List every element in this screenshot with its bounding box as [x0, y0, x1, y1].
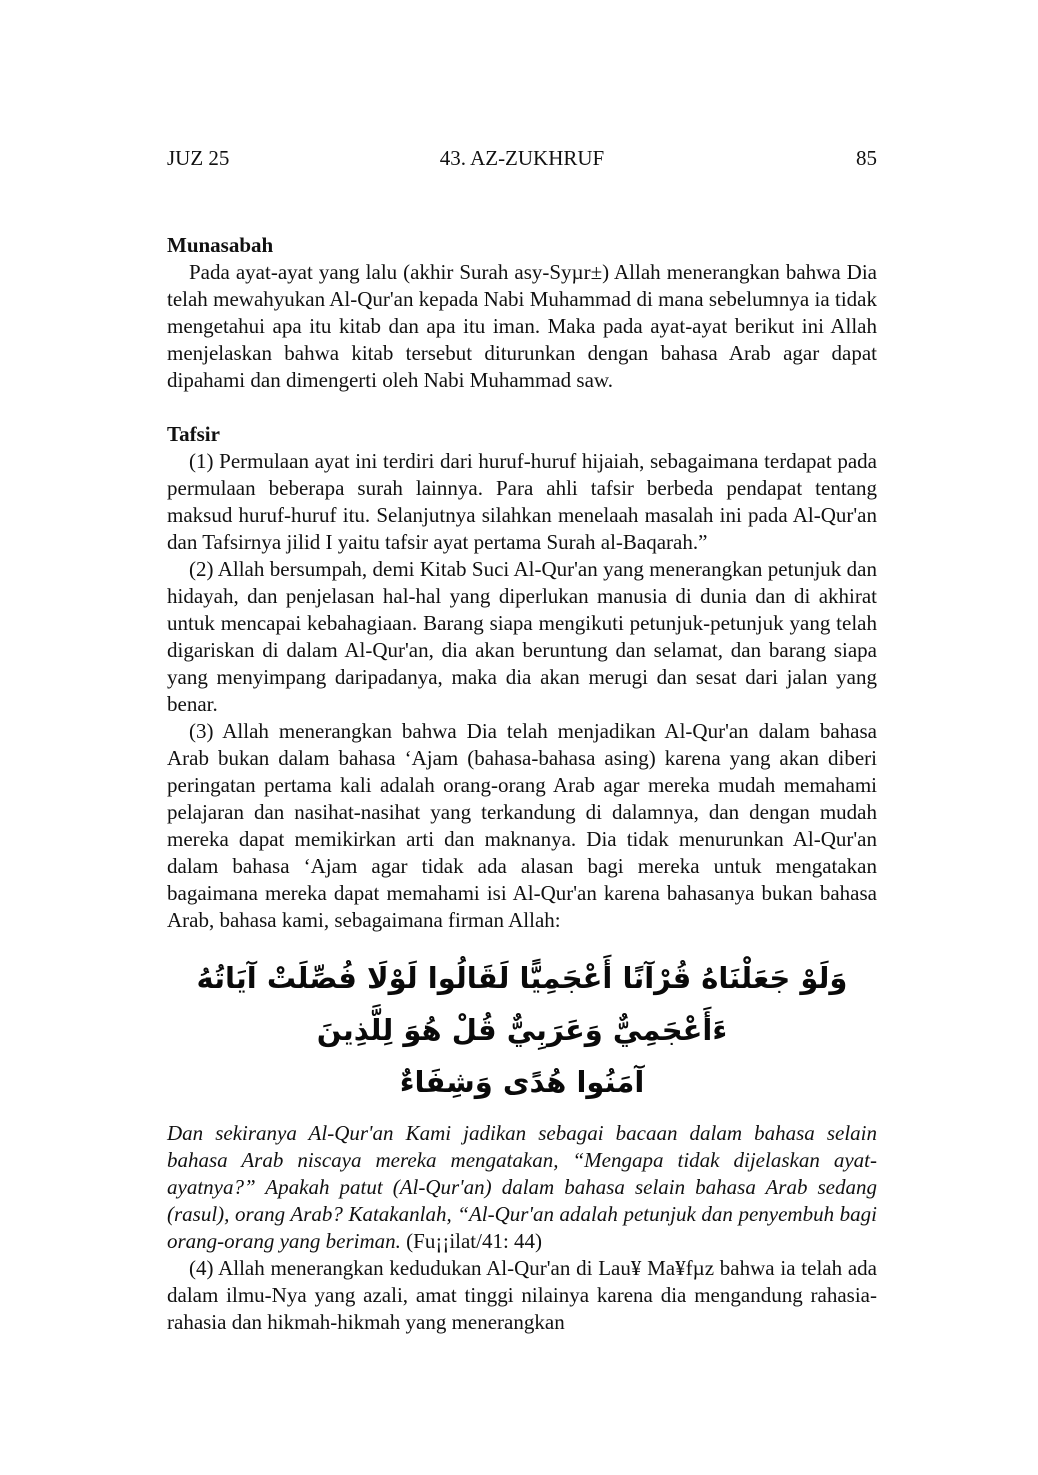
tafsir-paragraph-2: (2) Allah bersumpah, demi Kitab Suci Al-Qur'an yang menerangkan petunjuk dan hidayah, dan penjelasan hal-hal yang diperlukan manusia di dunia dan di akhirat untuk mencapai kebahagiaan. Barang siapa mengikuti petunjuk-petunjuk yang telah digariskan di dalam Al-Qur'an, dia akan beruntung dan selamat, dan barang siapa yang menyimpang daripadanya, maka dia akan merugi dan sesat dari jalan yang benar.: [167, 557, 877, 716]
tafsir-paragraph-1: (1) Permulaan ayat ini terdiri dari huruf-huruf hijaiah, sebagaimana terdapat pada permulaan beberapa surah lainnya. Para ahli tafsir berbeda pendapat tentang maksud huruf-huruf itu. Selanjutnya silahkan menelaah masalah ini pada Al-Qur'an dan Tafsirnya jilid I yaitu tafsir ayat pertama Surah al-Baqarah.”: [167, 449, 877, 554]
page-header: [167, 146, 877, 170]
verse-reference: (Fu¡¡ilat/41: 44): [406, 1229, 543, 1253]
tafsir-paragraph-4: (4) Allah menerangkan kedudukan Al-Qur'an di Lau¥ Ma¥fµz bahwa ia telah ada dalam ilmu-Nya yang azali, amat tinggi nilainya karena dia mengandung rahasia-rahasia dan hikmah-hikmah yang menerangkan: [167, 1256, 877, 1334]
section-munasabah: [167, 232, 877, 394]
tafsir-paragraph-3: (3) Allah menerangkan bahwa Dia telah menjadikan Al-Qur'an dalam bahasa Arab bukan dalam bahasa ‘Ajam (bahasa-bahasa asing) karena yang akan diberi peringatan pertama kali adalah orang-orang Arab agar mereka mudah memahami pelajaran dan nasihat-nasihat yang terkandung di dalamnya, dan dengan mudah mereka dapat memikirkan arti dan maknanya. Dia tidak menurunkan Al-Qur'an dalam bahasa ‘Ajam agar tidak ada alasan bagi mereka untuk mengatakan bagaimana mereka dapat memahami isi Al-Qur'an karena bahasanya bukan bahasa Arab, bahasa kami, sebagaimana firman Allah:: [167, 719, 877, 932]
arabic-line-1: وَلَوْ جَعَلْنَاهُ قُرْآنًا أَعْجَمِيًّا لَقَالُوا لَوْلَا فُصِّلَتْ آيَاتُهُ ءَأَعْجَمِيٌّ وَعَرَبِيٌّ قُلْ هُوَ لِلَّذِينَ: [196, 961, 848, 1047]
juz-label: JUZ 25: [167, 146, 230, 170]
surah-title: 43. AZ-ZUKHRUF: [439, 146, 605, 170]
arabic-line-2: آمَنُوا هُدًى وَشِفَاءٌ: [399, 1065, 645, 1099]
quran-verse-arabic: [167, 952, 877, 1108]
tafsir-heading: Tafsir: [167, 422, 220, 446]
section-tafsir: [167, 421, 877, 934]
verse-translation: [167, 1120, 877, 1255]
munasabah-heading: Munasabah: [167, 233, 274, 257]
translation-text: Dan sekiranya Al-Qur'an Kami jadikan sebagai bacaan dalam bahasa selain bahasa Arab niscaya mereka mengatakan, “Mengapa tidak dijelaskan ayat-ayatnya?” Apakah patut (Al-Qur'an) dalam bahasa selain bahasa Arab sedang (rasul), orang Arab? Katakanlah, “Al-Qur'an adalah petunjuk dan penyembuh bagi orang-orang yang beriman.: [167, 1121, 877, 1253]
munasabah-paragraph: Pada ayat-ayat yang lalu (akhir Surah asy-Syµr±) Allah menerangkan bahwa Dia telah mewahyukan Al-Qur'an kepada Nabi Muhammad di mana sebelumnya ia tidak mengetahui apa itu kitab dan apa itu iman. Maka pada ayat-ayat berikut ini Allah menjelaskan bahwa kitab tersebut diturunkan dengan bahasa Arab agar dapat dipahami dan dimengerti oleh Nabi Muhammad saw.: [167, 260, 877, 392]
page-number: 85: [856, 146, 877, 170]
